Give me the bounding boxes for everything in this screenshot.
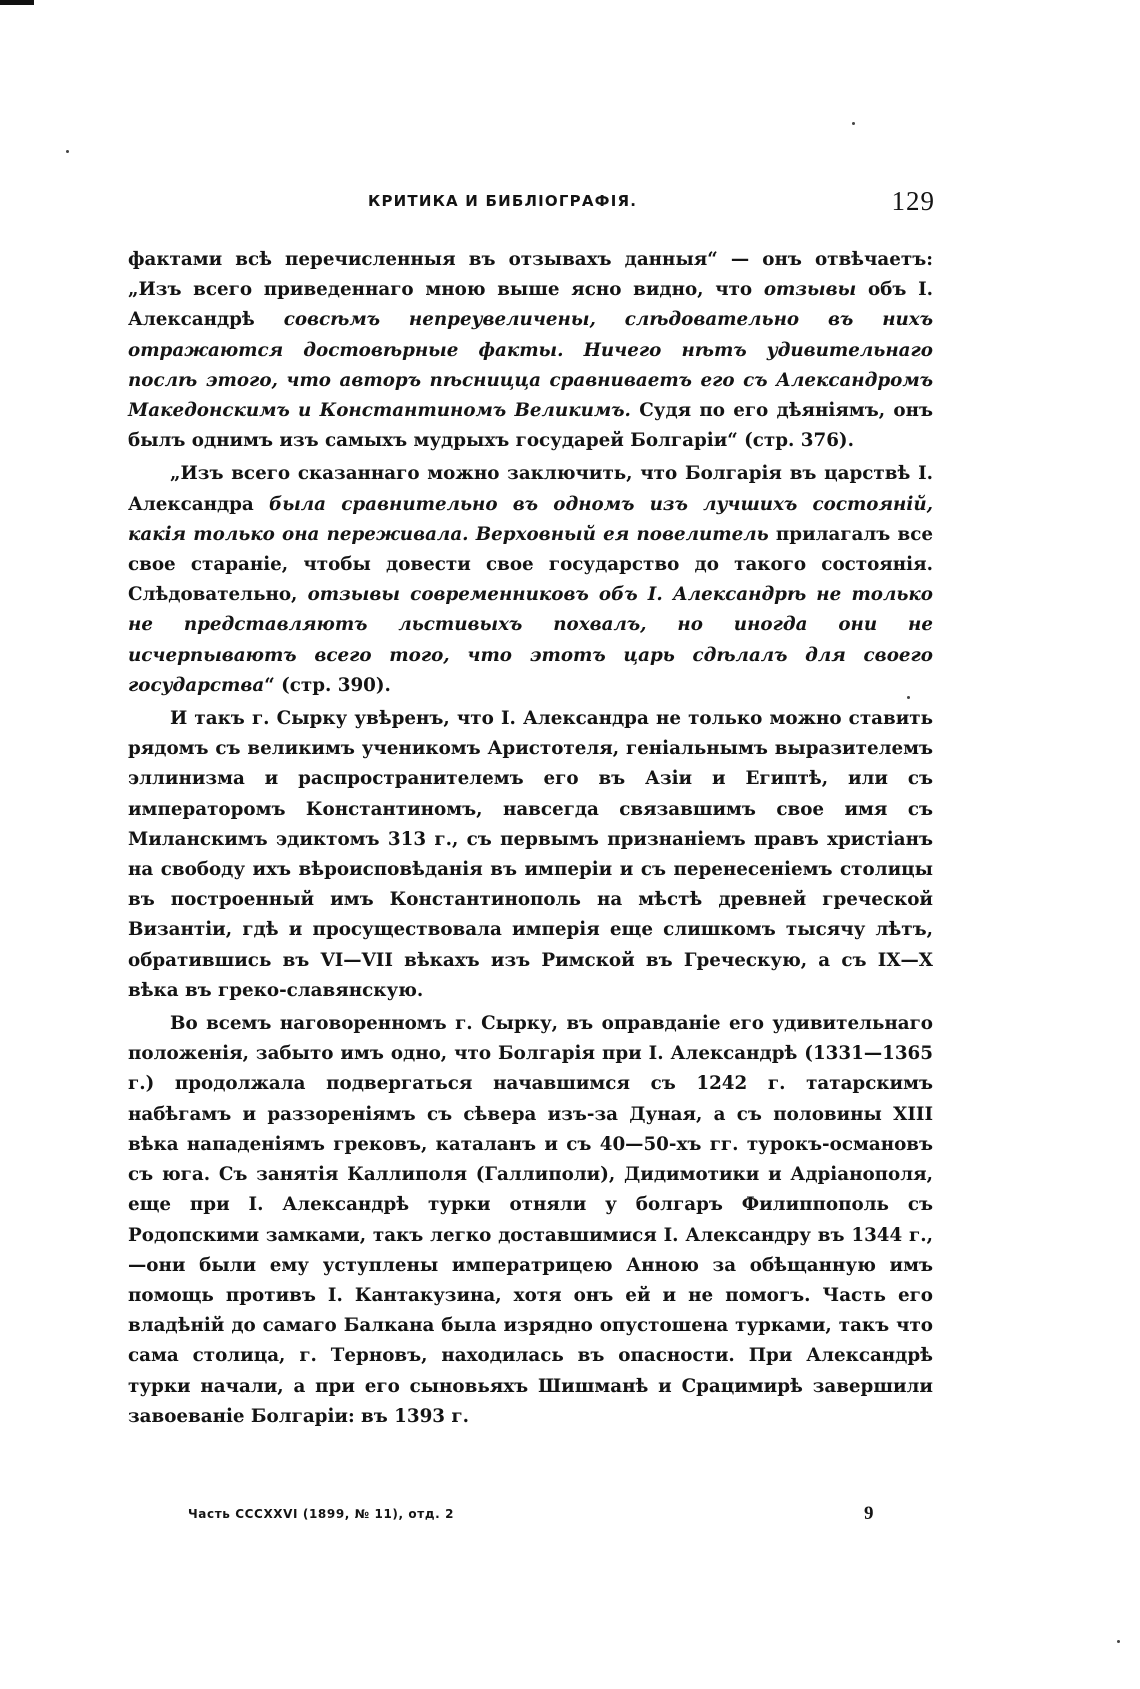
text-run: Во всемъ наговоренномъ г. Сырку, въ оправданіе его удивительнаго положенія, забыто имъ одно, что Болгарія при I. Александрѣ (1331—1365 г.) продолжала подвергаться начавшимся съ 1242 г. татарскимъ набѣгамъ и раззореніямъ съ сѣвера изъ-за Дуная, а съ половины XIII вѣка нападеніямъ грековъ, каталанъ и съ 40—50-хъ гг. турокъ-османовъ съ юга. Съ занятія Каллиполя (Галлиполи), Дидимотики и Адріанополя, еще при I. Александрѣ турки отняли у болгаръ Филиппополь съ Родопскими замками, такъ легко доставшимися I. Александру въ 1344 г.,—они были ему уступлены императрицею Анною за обѣщанную имъ помощь противъ I. Кантакузина, хотя онъ ей и не помогъ. Часть его владѣній до самаго Балкана была изрядно опустошена турками, такъ что сама столица, г. Терновъ, находилась въ опасности. При Александрѣ турки начали, а при его сыновьяхъ Шишманѣ и Срацимирѣ завершили завоеваніе Болгаріи: въ 1393 г. — [128, 1013, 933, 1427]
body-text — [128, 245, 933, 1435]
italic-run: совсѣмъ непреувеличены, слѣдовательно въ нихъ отражаются достовѣрные факты. Ничего нѣтъ удивительнаго послѣ этого, что авторъ пѣсницца сравниваетъ его съ Александромъ Македонскимъ и Константиномъ Великимъ. — [128, 309, 933, 422]
paragraph — [128, 459, 933, 701]
scan-corner-mark — [0, 0, 34, 5]
page-footer — [188, 1503, 878, 1529]
text-run: „Изъ всего сказаннаго можно заключить, что Болгарія въ царствѣ I. Александра — [128, 463, 933, 515]
text-run: объ I. Александрѣ — [128, 279, 933, 331]
section-title: КРИТИКА И БИБЛІОГРАФІЯ. — [368, 192, 638, 210]
page-number: 129 — [891, 186, 935, 216]
italic-run: отзывы — [763, 279, 857, 301]
text-run: прилагалъ все свое стараніе, чтобы довести свое государство до такого состоянія. Слѣдовательно, — [128, 523, 933, 606]
volume-signature: Часть CCCXXVI (1899, № 11), отд. 2 — [188, 1507, 455, 1521]
paragraph — [128, 245, 933, 456]
text-run: “ (стр. 390). — [264, 674, 391, 696]
text-run: фактами всѣ перечисленныя въ отзывахъ данныя“ — онъ отвѣчаетъ: „Изъ всего приведеннаго мною выше ясно видно, что — [128, 249, 933, 301]
running-header — [140, 186, 935, 220]
scan-speck — [1117, 1640, 1120, 1643]
sheet-number: 9 — [864, 1503, 874, 1524]
scan-speck — [66, 150, 69, 153]
text-run: И такъ г. Сырку увѣренъ, что I. Александра не только можно ставить рядомъ съ великимъ ученикомъ Аристотеля, геніальнымъ выразителемъ эллинизма и распространителемъ его въ Азіи и Египтѣ, или съ императоромъ Константиномъ, навсегда связавшимъ свое имя съ Миланскимъ эдиктомъ 313 г., съ первымъ признаніемъ правъ христіанъ на свободу ихъ вѣроисповѣданія въ имперіи и съ перенесеніемъ столицы въ построенный имъ Константинополь на мѣстѣ древней греческой Византіи, гдѣ и просуществовала имперія еще слишкомъ тысячу лѣтъ, обратившись въ VI—VII вѣкахъ изъ Римской въ Греческую, а съ IX—X вѣка въ греко-славянскую. — [128, 708, 933, 1001]
scan-speck — [852, 122, 855, 125]
italic-run: отзывы современниковъ объ I. Александрѣ не только не представляютъ льстивыхъ похвалъ, но иногда они не исчерпываютъ всего того, что этотъ царь сдѣлалъ для своего государства — [128, 584, 933, 696]
italic-run: была сравнительно въ одномъ изъ лучшихъ состояній, какія только она переживала. Верховный ея повелитель — [128, 493, 933, 545]
paragraph — [128, 704, 933, 1006]
paragraph — [128, 1009, 933, 1432]
text-run: Судя по его дѣяніямъ, онъ былъ однимъ изъ самыхъ мудрыхъ государей Болгаріи“ (стр. 376). — [128, 400, 934, 452]
